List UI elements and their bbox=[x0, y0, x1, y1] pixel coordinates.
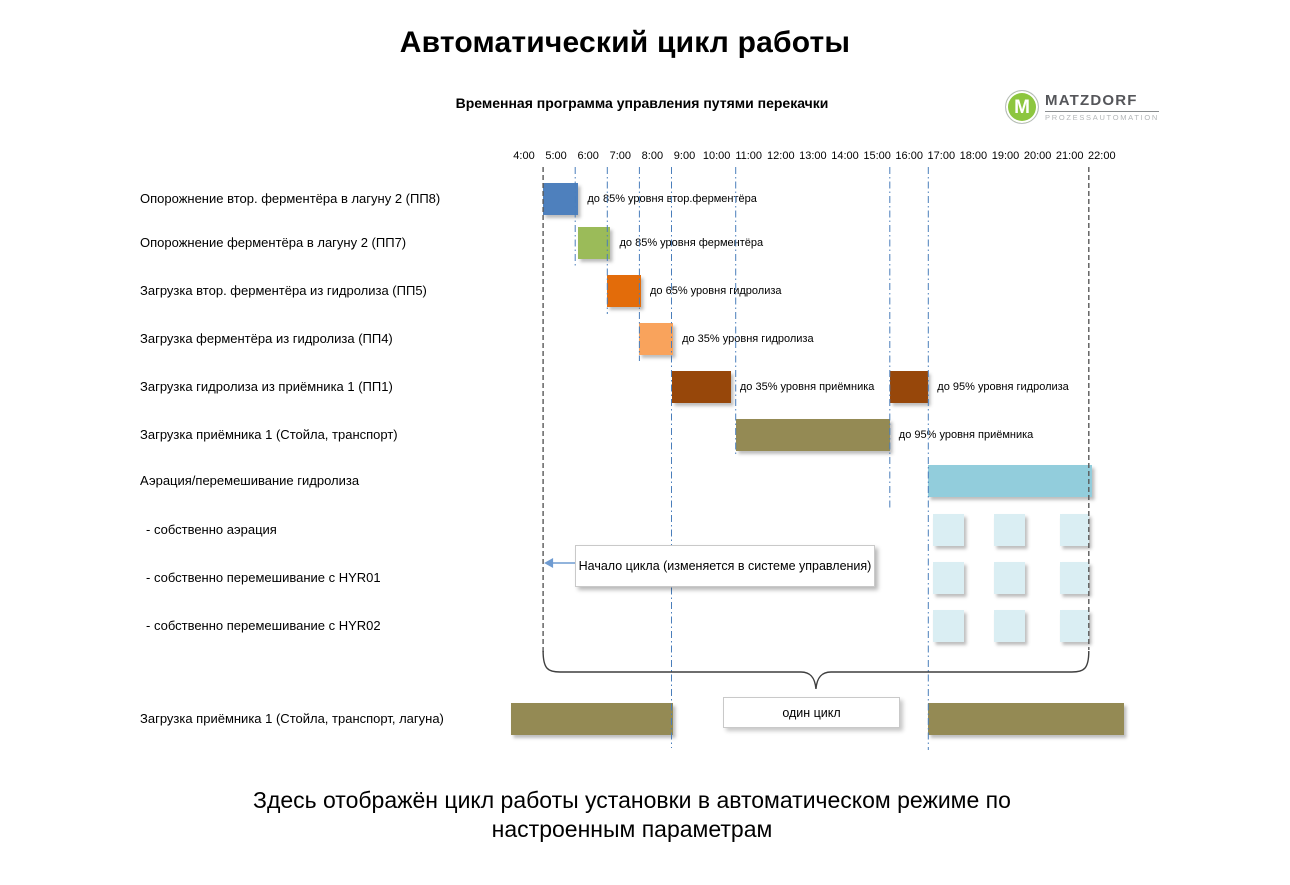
gantt-bar-pp8-0 bbox=[543, 183, 578, 215]
row-label-mixing-hyr02: - собственно перемешивание с HYR02 bbox=[146, 618, 381, 633]
axis-tick-label: 17:00 bbox=[927, 150, 956, 162]
logo-brand-tagline: PROZESSAUTOMATION bbox=[1045, 112, 1160, 122]
gantt-bar-aeration-mixing-0 bbox=[928, 465, 1092, 497]
logo-monogram-icon bbox=[1005, 90, 1039, 124]
bar-note: до 35% уровня гидролиза bbox=[682, 333, 814, 345]
one-cycle-label-box bbox=[723, 697, 900, 728]
axis-tick-label: 10:00 bbox=[702, 150, 731, 162]
gantt-bar-reception-1-load-full-0 bbox=[511, 703, 673, 735]
row-label-pp7: Опорожнение ферментёра в лагуну 2 (ПП7) bbox=[140, 235, 407, 250]
bar-note: до 65% уровня гидролиза bbox=[650, 285, 782, 297]
cycle-start-callout-text: Начало цикла (изменяется в системе управления) bbox=[578, 559, 872, 573]
bar-note: до 95% уровня приёмника bbox=[898, 429, 1034, 441]
gantt-bar-reception-1-load-0 bbox=[736, 419, 890, 451]
axis-tick-label: 9:00 bbox=[673, 150, 696, 162]
gantt-bar-pp1-0 bbox=[672, 371, 731, 403]
row-label-mixing-hyr01: - собственно перемешивание с HYR01 bbox=[146, 570, 381, 585]
gantt-bar-aeration-proper-2 bbox=[1060, 514, 1089, 546]
matzdorf-logo bbox=[1005, 90, 1159, 124]
gantt-bar-mixing-hyr02-0 bbox=[933, 610, 964, 642]
gantt-bar-mixing-hyr01-2 bbox=[1060, 562, 1089, 594]
axis-tick-label: 8:00 bbox=[641, 150, 664, 162]
row-label-reception-1-load-full: Загрузка приёмника 1 (Стойла, транспорт, лагуна) bbox=[140, 711, 444, 726]
axis-tick-label: 11:00 bbox=[735, 150, 763, 162]
gantt-bar-mixing-hyr02-2 bbox=[1060, 610, 1089, 642]
axis-tick-label: 12:00 bbox=[767, 150, 795, 162]
axis-tick-label: 7:00 bbox=[609, 150, 632, 162]
caption-line-1: Здесь отображён цикл работы установки в автоматическом режиме по bbox=[253, 787, 1011, 813]
axis-tick-label: 21:00 bbox=[1055, 150, 1084, 162]
axis-tick-label: 4:00 bbox=[513, 150, 535, 162]
axis-tick-label: 6:00 bbox=[577, 150, 599, 162]
one-cycle-label: один цикл bbox=[782, 705, 841, 720]
axis-tick-label: 15:00 bbox=[863, 150, 891, 162]
caption-text bbox=[232, 786, 1032, 844]
bar-note: до 95% уровня гидролиза bbox=[937, 381, 1069, 393]
gantt-bar-reception-1-load-full-1 bbox=[928, 703, 1124, 735]
caption-line-2: настроенным параметрам bbox=[491, 815, 773, 842]
one-cycle-brace bbox=[543, 651, 1089, 689]
row-label-reception-1-load: Загрузка приёмника 1 (Стойла, транспорт) bbox=[140, 427, 398, 442]
gantt-bar-mixing-hyr02-1 bbox=[994, 610, 1025, 642]
logo-brand-name: MATZDORF bbox=[1045, 92, 1159, 111]
axis-tick-label: 19:00 bbox=[991, 150, 1020, 162]
bar-note: до 35% уровня приёмника bbox=[739, 381, 875, 393]
axis-tick-label: 14:00 bbox=[831, 150, 859, 162]
axis-tick-label: 13:00 bbox=[799, 150, 827, 162]
gantt-bar-pp4-0 bbox=[639, 323, 673, 355]
axis-tick-label: 18:00 bbox=[959, 150, 988, 162]
axis-tick-label: 22:00 bbox=[1088, 150, 1116, 162]
row-label-pp1: Загрузка гидролиза из приёмника 1 (ПП1) bbox=[140, 379, 393, 394]
page-title: Автоматический цикл работы bbox=[399, 26, 851, 59]
gantt-bar-mixing-hyr01-0 bbox=[933, 562, 964, 594]
row-label-aeration-mixing: Аэрация/перемешивание гидролиза bbox=[140, 473, 360, 488]
axis-tick-label: 16:00 bbox=[895, 150, 923, 162]
gantt-bar-aeration-proper-1 bbox=[994, 514, 1025, 546]
axis-tick-label: 20:00 bbox=[1023, 150, 1052, 162]
row-label-pp4: Загрузка ферментёра из гидролиза (ПП4) bbox=[140, 331, 393, 346]
gantt-bar-pp1-1 bbox=[890, 371, 929, 403]
row-label-pp5: Загрузка втор. ферментёра из гидролиза (ПП5) bbox=[140, 283, 427, 298]
logo-monogram: M bbox=[1014, 96, 1030, 118]
row-label-aeration-proper: - собственно аэрация bbox=[146, 522, 277, 537]
gantt-bar-mixing-hyr01-1 bbox=[994, 562, 1025, 594]
chart-subtitle: Временная программа управления путями перекачки bbox=[455, 95, 829, 111]
axis-tick-label: 5:00 bbox=[545, 150, 567, 162]
gantt-bar-aeration-proper-0 bbox=[933, 514, 964, 546]
cycle-start-callout bbox=[575, 545, 875, 587]
gantt-bar-pp7-0 bbox=[578, 227, 610, 259]
bar-note: до 85% уровня ферментёра bbox=[619, 237, 764, 249]
row-label-pp8: Опорожнение втор. ферментёра в лагуну 2 (ПП8) bbox=[140, 191, 441, 206]
bar-note: до 85% уровня втор.ферментёра bbox=[587, 193, 757, 205]
cycle-start-arrow-head bbox=[544, 558, 553, 568]
gantt-bar-pp5-0 bbox=[607, 275, 641, 307]
